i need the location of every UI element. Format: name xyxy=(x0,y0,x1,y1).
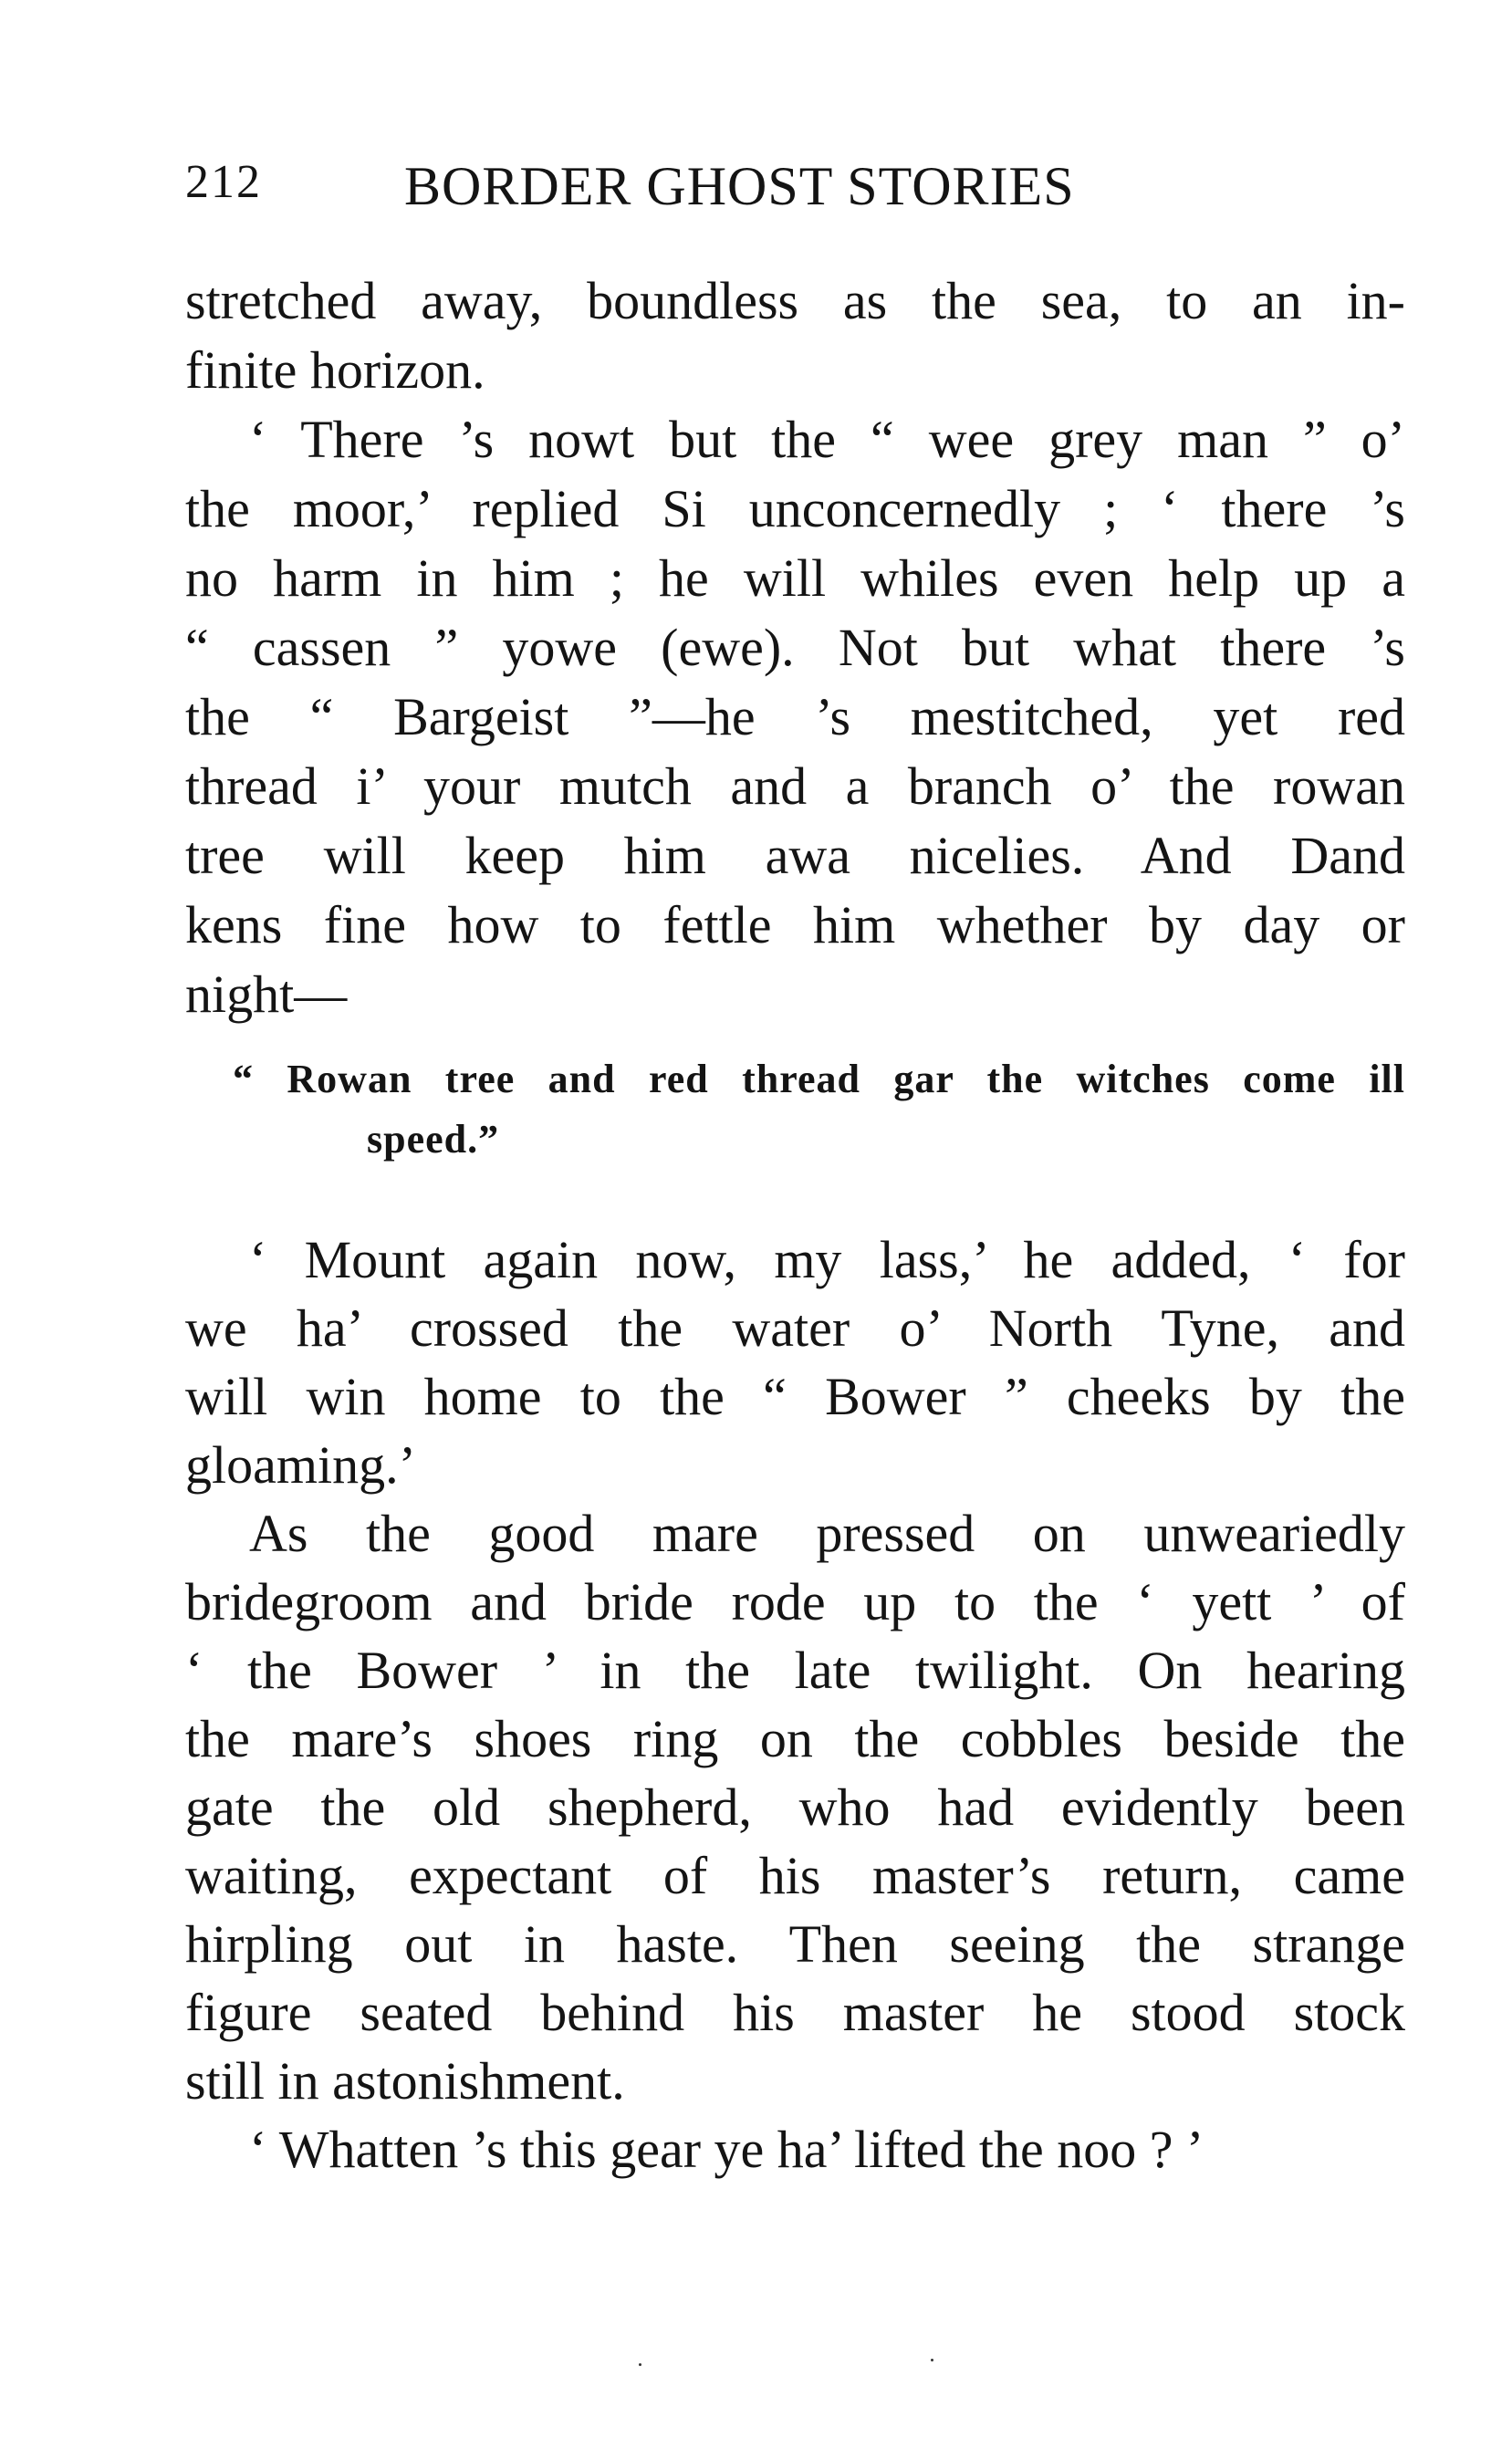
text-line: the “ Bargeist ”—he ’s mestitched, yet red xyxy=(185,687,1405,746)
paragraph-1 xyxy=(185,266,1405,405)
paragraph-2 xyxy=(185,405,1405,1029)
text-line: kens fine how to fettle him whether by day or xyxy=(185,895,1405,954)
paragraph-3 xyxy=(185,1225,1405,1499)
quote-line: speed.” xyxy=(367,1117,500,1162)
body-text-upper xyxy=(185,266,1405,1029)
text-line: the moor,’ replied Si unconcernedly ; ‘ there ’s xyxy=(185,479,1405,538)
text-line: As the good mare pressed on unweariedly xyxy=(249,1504,1405,1563)
scan-speck xyxy=(639,2363,641,2366)
text-line: night— xyxy=(185,964,348,1024)
quote-line: “ Rowan tree and red thread gar the witches come ill xyxy=(233,1057,1405,1101)
verse-quotation xyxy=(233,1049,1405,1170)
text-line: finite horizon. xyxy=(185,340,485,400)
text-line: hirpling out in haste. Then seeing the strange xyxy=(185,1914,1405,1974)
text-line: gloaming.’ xyxy=(185,1435,416,1495)
text-line: tree will keep him awa nicelies. And Dand xyxy=(185,826,1405,885)
text-line: ‘ Whatten ’s this gear ye ha’ lifted the noo ? ’ xyxy=(249,2120,1204,2179)
text-line: we ha’ crossed the water o’ North Tyne, and xyxy=(185,1298,1405,1358)
text-line: ‘ Mount again now, my lass,’ he added, ‘ for xyxy=(249,1230,1405,1289)
page-header xyxy=(185,155,1408,228)
text-line: the mare’s shoes ring on the cobbles beside the xyxy=(185,1709,1405,1768)
page-number: 212 xyxy=(185,156,262,208)
text-line: still in astonishment. xyxy=(185,2051,625,2111)
text-line: will win home to the “ Bower ” cheeks by the xyxy=(185,1367,1405,1426)
body-text-lower xyxy=(185,1225,1405,2184)
text-line: waiting, expectant of his master’s return, came xyxy=(185,1846,1405,1905)
text-line: ‘ the Bower ’ in the late twilight. On hearing xyxy=(185,1641,1405,1700)
scan-speck xyxy=(931,2359,933,2361)
text-line: no harm in him ; he will whiles even help up a xyxy=(185,548,1405,608)
text-line: ‘ There ’s nowt but the “ wee grey man ” o’ xyxy=(249,410,1405,469)
text-line: thread i’ your mutch and a branch o’ the rowan xyxy=(185,756,1405,816)
text-line: figure seated behind his master he stood stock xyxy=(185,1983,1405,2042)
text-line: bridegroom and bride rode up to the ‘ yett ’ of xyxy=(185,1572,1405,1631)
text-line: gate the old shepherd, who had evidently been xyxy=(185,1777,1405,1837)
running-title: BORDER GHOST STORIES xyxy=(404,156,1075,216)
text-line: “ cassen ” yowe (ewe). Not but what there ’s xyxy=(185,618,1405,677)
paragraph-4 xyxy=(185,1499,1405,2115)
paragraph-5 xyxy=(185,2115,1405,2184)
text-line: stretched away, boundless as the sea, to an in- xyxy=(185,271,1405,330)
